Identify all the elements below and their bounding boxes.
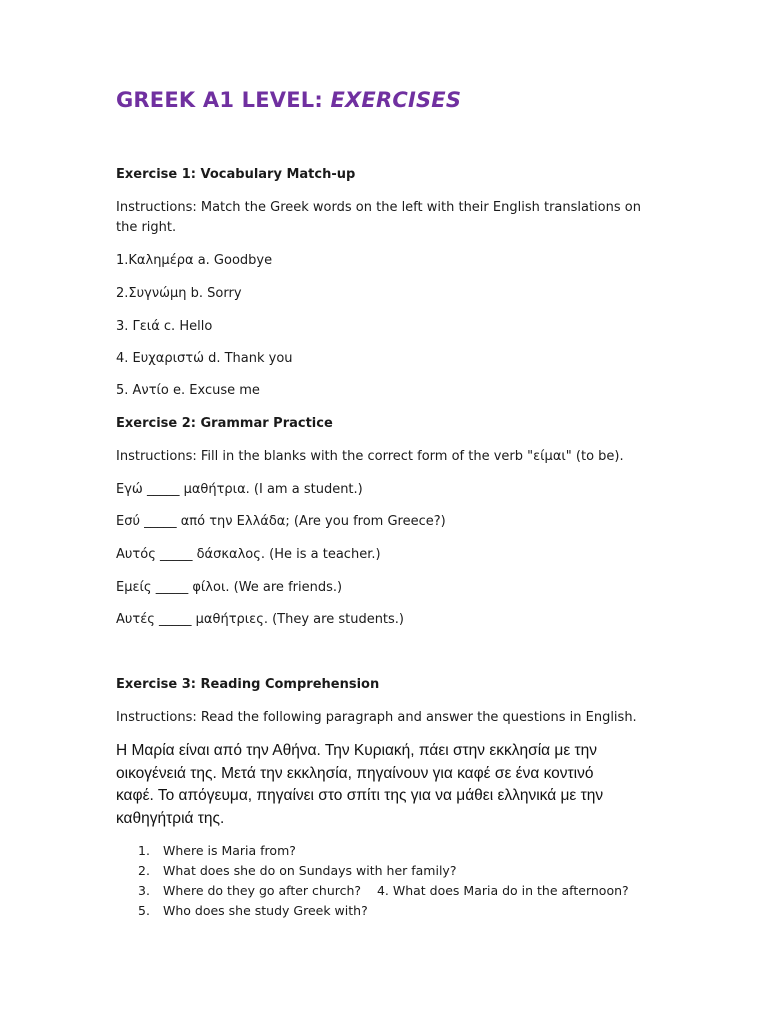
grammar-item <box>116 512 446 532</box>
grammar-blank[interactable]: _____ <box>144 514 177 529</box>
question-text: What does she do on Sundays with her family? <box>163 863 457 878</box>
list-item <box>116 881 629 901</box>
question-list <box>116 841 629 921</box>
vocab-greek: 3. Γειά <box>116 319 164 334</box>
question-number: 2. <box>138 863 150 878</box>
vocab-item <box>116 251 272 271</box>
list-item <box>116 861 629 881</box>
grammar-subject: Εμείς <box>116 580 156 595</box>
grammar-english: (They are students.) <box>267 612 405 627</box>
grammar-item <box>116 578 342 598</box>
grammar-subject: Αυτός <box>116 547 160 562</box>
grammar-english: (Are you from Greece?) <box>289 514 446 529</box>
exercise-1-instructions: Instructions: Match the Greek words on the left with their English translations on the right. <box>116 200 641 235</box>
grammar-greek: από την Ελλάδα; <box>176 514 290 529</box>
grammar-item <box>116 545 381 565</box>
grammar-english: (We are friends.) <box>229 580 343 595</box>
reading-paragraph: Η Μαρία είναι από την Αθήνα. Την Κυριακή, πάει στην εκκλησία με την οικογένειά της. Μετά την εκκλησία, πηγαίνουν για καφέ σε ένα κοντινό καφέ. Το απόγευμα, πηγαίνει στο σπίτι της για να μάθει ελληνικά με την καθηγήτριά της. <box>116 742 604 827</box>
exercise-2-heading: Exercise 2: Grammar Practice <box>116 416 333 431</box>
title-main: GREEK A1 LEVEL: <box>116 88 331 112</box>
exercise-3-heading: Exercise 3: Reading Comprehension <box>116 677 380 692</box>
question-number: 3. <box>138 883 150 898</box>
grammar-greek: μαθήτρια. <box>179 482 250 497</box>
list-item <box>116 901 629 921</box>
exercise-1-heading: Exercise 1: Vocabulary Match-up <box>116 167 356 182</box>
vocab-english: c. Hello <box>163 319 213 334</box>
question-text: Where do they go after church? 4. What does Maria do in the afternoon? <box>163 883 629 898</box>
grammar-item <box>116 480 363 500</box>
grammar-blank[interactable]: _____ <box>155 580 189 595</box>
vocab-greek: 4. Ευχαριστώ <box>116 351 204 366</box>
grammar-blank[interactable]: _____ <box>159 612 192 627</box>
grammar-subject: Εσύ <box>116 514 145 529</box>
vocab-english: d. Thank you <box>203 351 293 366</box>
vocab-item <box>116 349 293 369</box>
grammar-greek: δάσκαλος. <box>192 547 266 562</box>
list-item <box>116 841 629 861</box>
vocab-greek: 5. Αντίο <box>116 383 169 398</box>
grammar-english: (He is a teacher.) <box>265 547 381 562</box>
exercise-2-instructions: Instructions: Fill in the blanks with the correct form of the verb "είμαι" (to be). <box>116 449 624 464</box>
vocab-english: a. Goodbye <box>193 253 273 268</box>
title-emphasis: EXERCISES <box>330 88 462 112</box>
question-text: Who does she study Greek with? <box>163 903 368 918</box>
document-title <box>116 88 461 112</box>
vocab-item <box>116 284 242 304</box>
question-text: Where is Maria from? <box>163 843 296 858</box>
vocab-greek: 1.Καλημέρα <box>116 253 194 268</box>
grammar-english: (I am a student.) <box>249 482 363 497</box>
grammar-subject: Εγώ <box>116 482 147 497</box>
vocab-item <box>116 381 260 401</box>
grammar-item <box>116 610 404 630</box>
question-number: 1. <box>138 843 150 858</box>
vocab-greek: 2.Συγνώμη <box>116 286 187 301</box>
grammar-subject: Αυτές <box>116 612 160 627</box>
grammar-blank[interactable]: _____ <box>159 547 193 562</box>
grammar-greek: φίλοι. <box>188 580 230 595</box>
exercise-3-instructions: Instructions: Read the following paragraph and answer the questions in English. <box>116 710 637 725</box>
vocab-english: e. Excuse me <box>168 383 260 398</box>
grammar-blank[interactable]: _____ <box>146 482 180 497</box>
grammar-greek: μαθήτριες. <box>191 612 268 627</box>
question-number: 5. <box>138 903 150 918</box>
vocab-item <box>116 317 212 337</box>
vocab-english: b. Sorry <box>186 286 242 301</box>
